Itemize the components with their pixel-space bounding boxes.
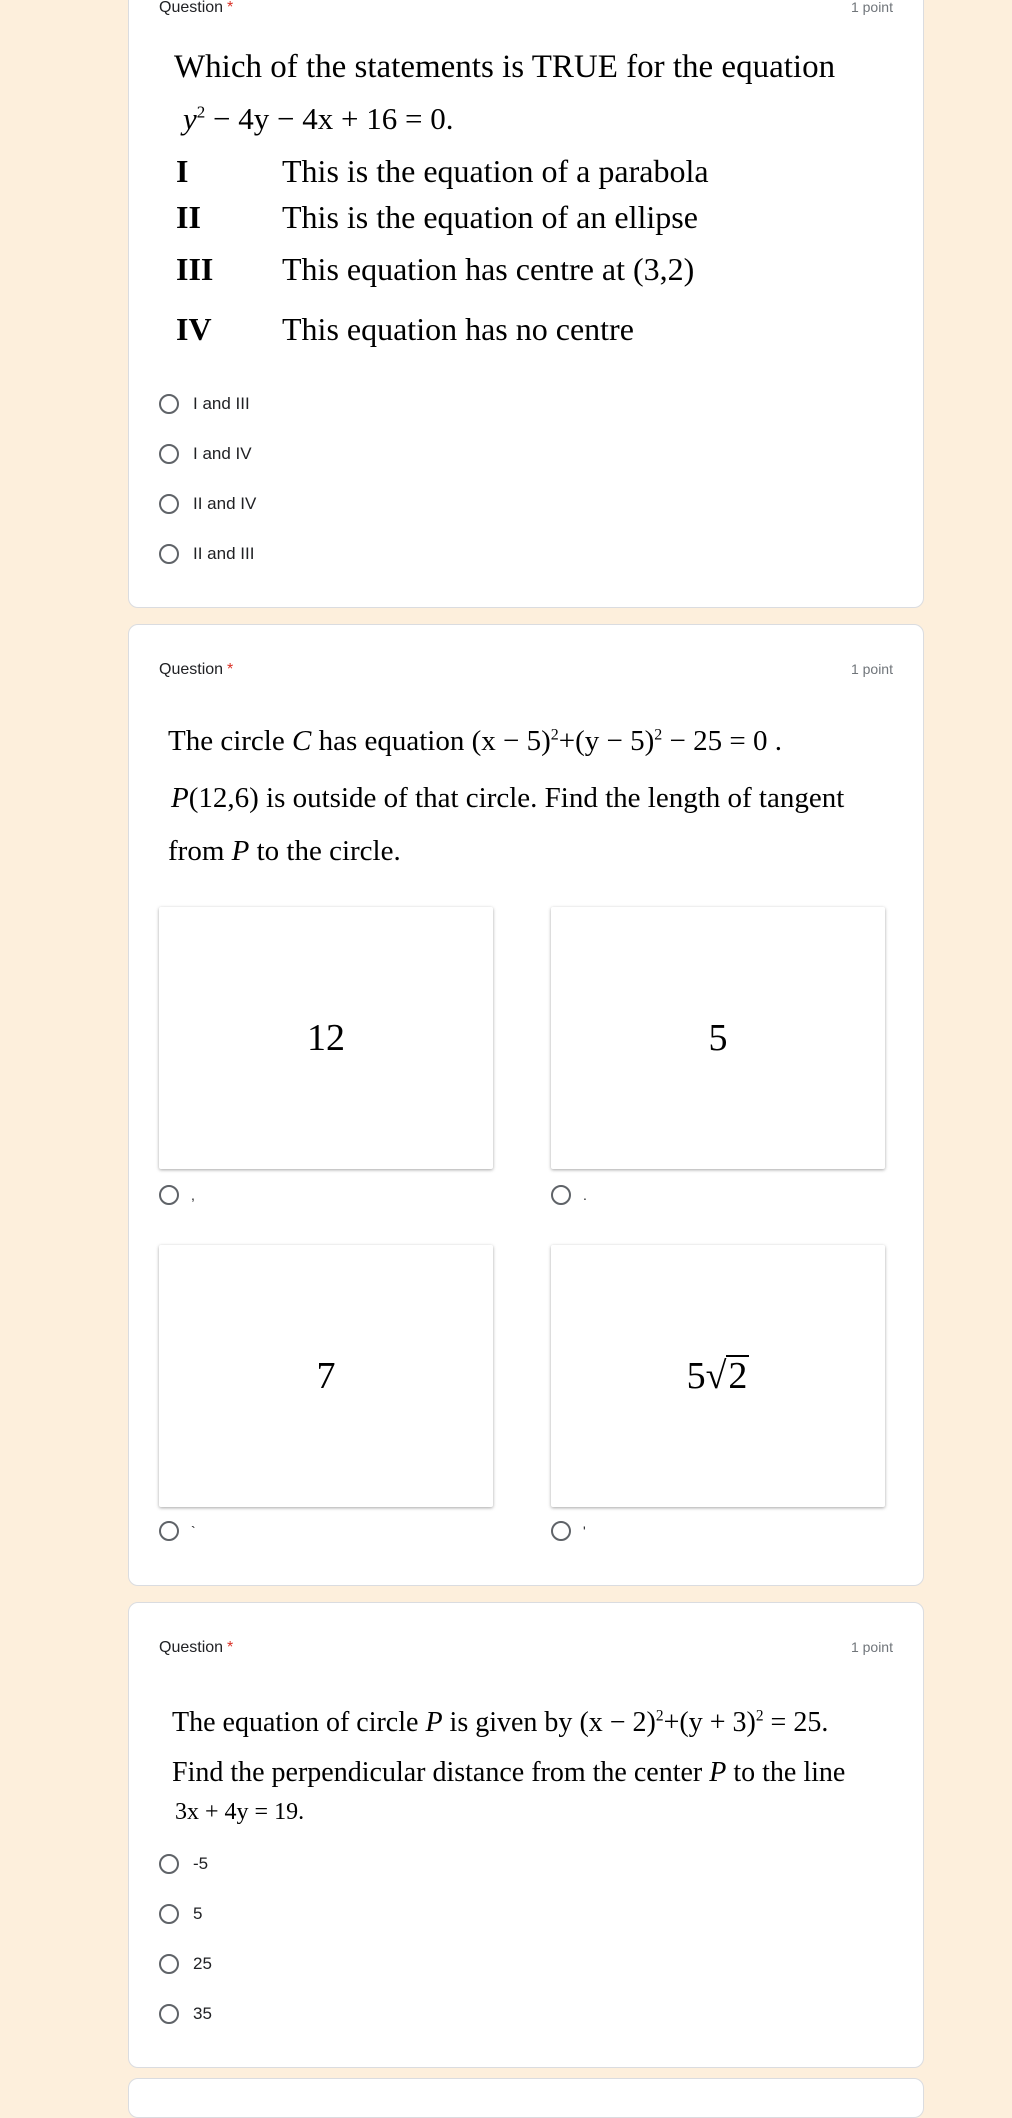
- option-row[interactable]: I and IV: [159, 439, 252, 469]
- option-row[interactable]: I and III: [159, 389, 250, 419]
- statement-4: IV This equation has no centre: [176, 311, 634, 347]
- question-card-3: [128, 1602, 924, 2068]
- radio-button[interactable]: [159, 544, 179, 564]
- radio-button[interactable]: [159, 1185, 179, 1205]
- question-text-line-1: The equation of circle P is given by $(x - 2)^2+(y + 3)^2 = 25$.: [172, 1707, 829, 1738]
- radio-button[interactable]: [159, 394, 179, 414]
- question-text: Which of the statements is TRUE for the equation: [174, 49, 836, 85]
- statement-2: II This is the equation of an ellipse: [176, 199, 698, 235]
- option-row[interactable]: II and IV: [159, 489, 256, 519]
- question-text-line-3: from P to the circle.: [168, 835, 401, 867]
- next-card-edge: [128, 2078, 924, 2118]
- question-card-2: [128, 624, 924, 1586]
- option-row[interactable]: II and III: [159, 539, 254, 569]
- image-option-12[interactable]: 12: [159, 907, 493, 1169]
- question-points: 1 point: [850, 661, 893, 677]
- question-text-line-3: 3x + 4y = 19.: [175, 1799, 305, 1825]
- option-radio[interactable]: ,: [159, 1185, 195, 1205]
- question-text-line-1: The circle C has equation $(x - 5)^2+(y - 5)^2 - 25 = 0$ .: [168, 725, 782, 757]
- option-row[interactable]: 25: [159, 1949, 212, 1979]
- statement-1: I This is the equation of a parabola: [176, 153, 709, 189]
- image-option-5-root-2[interactable]: 5√2: [551, 1245, 885, 1507]
- question-points: 1 point: [850, 0, 893, 15]
- radio-button[interactable]: [159, 494, 179, 514]
- radio-button[interactable]: [159, 444, 179, 464]
- question-equation: $y^2 - 4y - 4x + 16 = 0$.: [183, 101, 454, 136]
- option-row[interactable]: -5: [159, 1849, 208, 1879]
- option-radio[interactable]: `: [159, 1521, 196, 1541]
- statement-3: III This equation has centre at (3,2): [176, 251, 695, 287]
- option-row[interactable]: 5: [159, 1899, 202, 1929]
- question-card-1: [128, 0, 924, 608]
- question-text-line-2: Find the perpendicular distance from the center P to the line: [172, 1757, 846, 1788]
- question-points: 1 point: [850, 1639, 893, 1655]
- radio-button[interactable]: [551, 1521, 571, 1541]
- question-label: Question *: [159, 1639, 234, 1656]
- question-label: Question *: [159, 661, 234, 678]
- question-label: Question *: [159, 0, 234, 16]
- radio-button[interactable]: [159, 1954, 179, 1974]
- radio-button[interactable]: [159, 1904, 179, 1924]
- radio-button[interactable]: [551, 1185, 571, 1205]
- radio-button[interactable]: [159, 1854, 179, 1874]
- image-option-7[interactable]: 7: [159, 1245, 493, 1507]
- radio-button[interactable]: [159, 1521, 179, 1541]
- option-row[interactable]: 35: [159, 1999, 212, 2029]
- question-text-line-2: P(12,6) is outside of that circle. Find the length of tangent: [171, 782, 845, 814]
- option-radio[interactable]: .: [551, 1185, 587, 1205]
- image-option-5[interactable]: 5: [551, 907, 885, 1169]
- option-radio[interactable]: ': [551, 1521, 586, 1541]
- radio-button[interactable]: [159, 2004, 179, 2024]
